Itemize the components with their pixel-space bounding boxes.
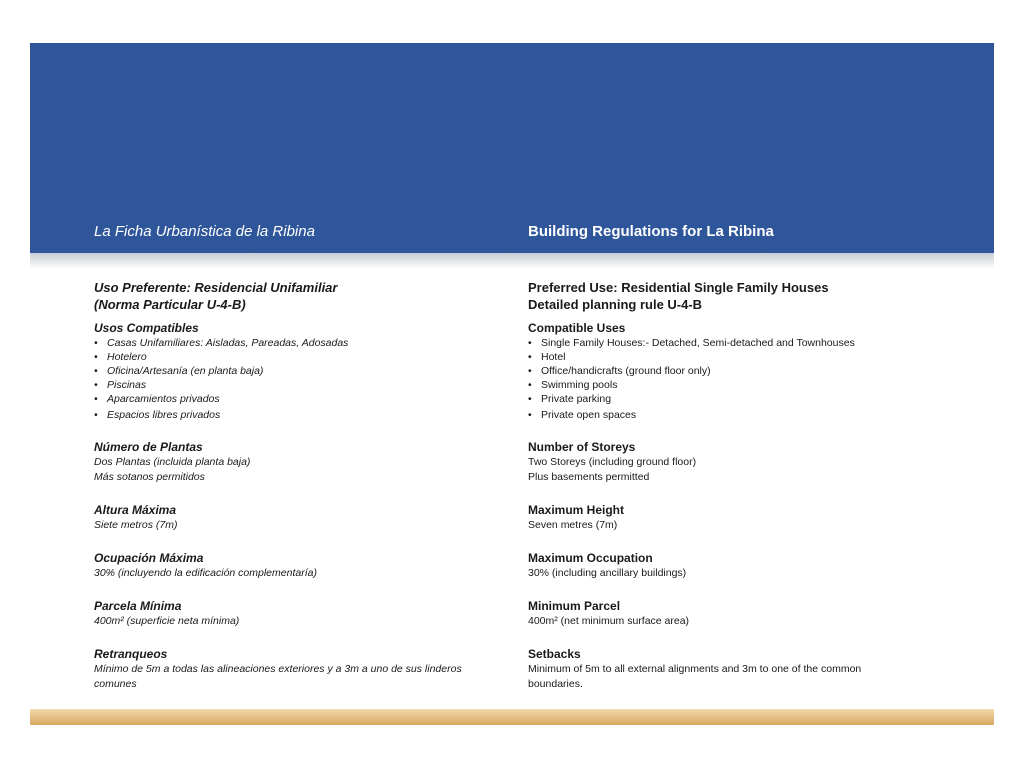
english-setbacks-line-2: boundaries. <box>528 678 583 690</box>
english-uses-list <box>528 336 938 422</box>
list-item: • Hotelero <box>94 350 504 364</box>
list-item: • Private open spaces <box>528 408 938 422</box>
list-item: • Oficina/Artesanía (en planta baja) <box>94 364 504 378</box>
english-uses-title: Compatible Uses <box>528 321 626 335</box>
spanish-setbacks-title: Retranqueos <box>94 647 168 661</box>
english-storeys-title: Number of Storeys <box>528 440 636 454</box>
spanish-parcel-value: 400m² (superficie neta mínima) <box>94 615 240 627</box>
english-height-title: Maximum Height <box>528 503 625 517</box>
footer-band <box>30 709 994 725</box>
spanish-storeys-line-2: Más sotanos permitidos <box>94 471 205 483</box>
list-item: • Swimming pools <box>528 378 938 392</box>
list-item: • Casas Unifamiliares: Aisladas, Pareadas, Adosadas <box>94 336 504 350</box>
english-parcel-title: Minimum Parcel <box>528 599 621 613</box>
english-storeys-line-2: Plus basements permitted <box>528 471 650 483</box>
spanish-storeys-line-1: Dos Plantas (incluida planta baja) <box>94 456 251 468</box>
spanish-parcel-title: Parcela Mínima <box>94 599 182 613</box>
document-page <box>30 43 994 725</box>
spanish-uses-list <box>94 336 504 422</box>
list-item: • Single Family Houses:- Detached, Semi-detached and Townhouses <box>528 336 938 350</box>
english-column <box>528 279 938 692</box>
list-item: • Private parking <box>528 392 938 406</box>
spanish-column <box>94 279 504 692</box>
english-main-title-line-1: Preferred Use: Residential Single Family Houses <box>528 280 829 295</box>
english-setbacks-title: Setbacks <box>528 647 581 661</box>
list-item: • Espacios libres privados <box>94 408 504 422</box>
spanish-uses-title: Usos Compatibles <box>94 321 199 335</box>
spanish-main-title-line-2: (Norma Particular U-4-B) <box>94 297 246 312</box>
english-setbacks-line-1: Minimum of 5m to all external alignments and 3m to one of the common <box>528 663 862 675</box>
english-storeys-line-1: Two Storeys (including ground floor) <box>528 456 697 468</box>
list-item: • Piscinas <box>94 378 504 392</box>
list-item: • Hotel <box>528 350 938 364</box>
english-parcel-value: 400m² (net minimum surface area) <box>528 615 690 627</box>
english-header-title: Building Regulations for La Ribina <box>528 223 774 240</box>
english-main-title-line-2: Detailed planning rule U-4-B <box>528 297 703 312</box>
spanish-height-title: Altura Máxima <box>94 503 177 517</box>
list-item: • Aparcamientos privados <box>94 392 504 406</box>
list-item: • Office/handicrafts (ground floor only) <box>528 364 938 378</box>
spanish-header-title: La Ficha Urbanística de la Ribina <box>94 223 315 240</box>
spanish-occupation-value: 30% (incluyendo la edificación complementaría) <box>94 567 317 579</box>
english-height-value: Seven metres (7m) <box>528 519 618 531</box>
spanish-storeys-title: Número de Plantas <box>94 440 203 454</box>
spanish-setbacks-line-2: comunes <box>94 678 137 690</box>
spanish-main-title-line-1: Uso Preferente: Residencial Unifamiliar <box>94 280 338 295</box>
spanish-height-value: Siete metros (7m) <box>94 519 178 531</box>
english-occupation-value: 30% (including ancillary buildings) <box>528 567 687 579</box>
spanish-occupation-title: Ocupación Máxima <box>94 551 204 565</box>
header-band <box>30 43 994 253</box>
spanish-setbacks-line-1: Mínimo de 5m a todas las alineaciones exteriores y a 3m a uno de sus linderos <box>94 663 462 675</box>
header-shadow <box>30 253 994 269</box>
english-occupation-title: Maximum Occupation <box>528 551 653 565</box>
